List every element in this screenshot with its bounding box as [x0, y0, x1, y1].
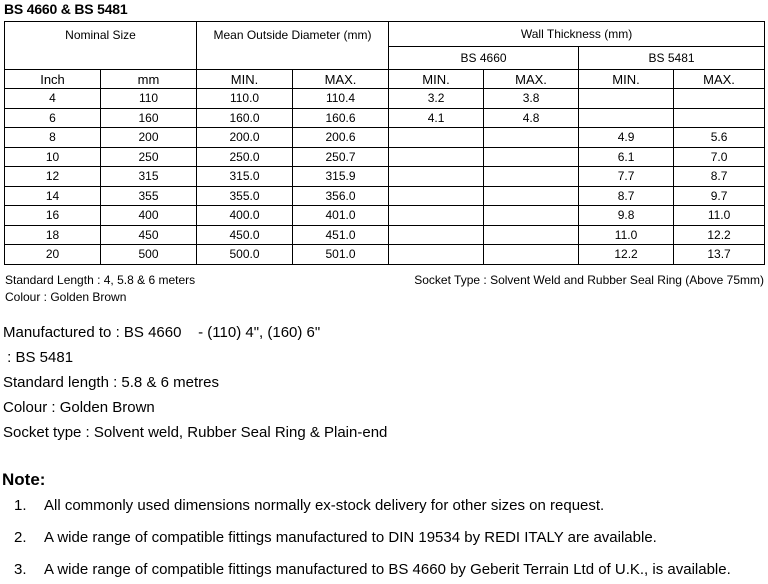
cell-bs4660-min — [389, 167, 484, 187]
cell-bs4660-max — [484, 128, 579, 148]
cell-mm: 250 — [101, 147, 197, 167]
colour-line: Colour : Golden Brown — [3, 399, 155, 416]
table-row — [5, 245, 765, 265]
header-bs5481-min: MIN. — [579, 70, 674, 89]
cell-mm: 160 — [101, 108, 197, 128]
cell-od-max: 250.7 — [293, 147, 389, 167]
header-nominal-size: Nominal Size — [5, 22, 197, 70]
header-bs4660-max: MAX. — [484, 70, 579, 89]
header-inch: Inch — [5, 70, 101, 89]
header-mean-outside-diameter: Mean Outside Diameter (mm) — [197, 22, 389, 70]
cell-mm: 500 — [101, 245, 197, 265]
cell-od-min: 500.0 — [197, 245, 293, 265]
cell-od-min: 160.0 — [197, 108, 293, 128]
cell-bs5481-max: 5.6 — [674, 128, 765, 148]
cell-bs5481-min: 7.7 — [579, 167, 674, 187]
cell-od-max: 160.6 — [293, 108, 389, 128]
cell-mm: 200 — [101, 128, 197, 148]
table-row — [5, 108, 765, 128]
cell-bs5481-max: 11.0 — [674, 206, 765, 226]
cell-bs4660-min — [389, 245, 484, 265]
cell-bs5481-min: 11.0 — [579, 225, 674, 245]
header-bs5481: BS 5481 — [579, 47, 765, 70]
table-row — [5, 186, 765, 206]
note-text: A wide range of compatible fittings manufactured to DIN 19534 by REDI ITALY are available. — [44, 529, 657, 546]
cell-od-min: 200.0 — [197, 128, 293, 148]
header-bs5481-max: MAX. — [674, 70, 765, 89]
cell-bs4660-max — [484, 186, 579, 206]
cell-mm: 355 — [101, 186, 197, 206]
bs5481-line: : BS 5481 — [3, 349, 74, 366]
header-bs4660: BS 4660 — [389, 47, 579, 70]
cell-inch: 14 — [5, 186, 101, 206]
cell-inch: 4 — [5, 89, 101, 109]
cell-bs5481-min: 8.7 — [579, 186, 674, 206]
cell-bs5481-min — [579, 108, 674, 128]
cell-bs4660-min — [389, 225, 484, 245]
cell-od-max: 401.0 — [293, 206, 389, 226]
cell-inch: 20 — [5, 245, 101, 265]
cell-bs4660-min — [389, 147, 484, 167]
cell-bs5481-min: 9.8 — [579, 206, 674, 226]
table-row — [5, 167, 765, 187]
cell-bs4660-max — [484, 225, 579, 245]
standard-length-line: Standard length : 5.8 & 6 metres — [3, 374, 219, 391]
header-mm: mm — [101, 70, 197, 89]
cell-bs5481-max — [674, 89, 765, 109]
cell-inch: 16 — [5, 206, 101, 226]
cell-bs4660-max — [484, 167, 579, 187]
cell-inch: 8 — [5, 128, 101, 148]
cell-mm: 315 — [101, 167, 197, 187]
cell-od-min: 450.0 — [197, 225, 293, 245]
page-title: BS 4660 & BS 5481 — [4, 1, 128, 17]
cell-bs4660-max: 3.8 — [484, 89, 579, 109]
note-text: All commonly used dimensions normally ex-stock delivery for other sizes on request. — [44, 497, 605, 514]
header-wall-thickness: Wall Thickness (mm) — [389, 22, 765, 47]
note-number: 1. — [14, 497, 27, 514]
cell-od-min: 400.0 — [197, 206, 293, 226]
socket-type-line: Socket type : Solvent weld, Rubber Seal Ring & Plain-end — [3, 424, 388, 441]
cell-od-max: 200.6 — [293, 128, 389, 148]
cell-bs5481-min: 4.9 — [579, 128, 674, 148]
table-row — [5, 225, 765, 245]
cell-bs5481-min: 12.2 — [579, 245, 674, 265]
note-number: 2. — [14, 529, 27, 546]
cell-inch: 6 — [5, 108, 101, 128]
cell-bs4660-min — [389, 206, 484, 226]
cell-bs5481-min: 6.1 — [579, 147, 674, 167]
cell-bs4660-min — [389, 128, 484, 148]
cell-od-max: 315.9 — [293, 167, 389, 187]
note-item — [14, 529, 657, 546]
cell-bs5481-max: 7.0 — [674, 147, 765, 167]
note-number: 3. — [14, 561, 27, 578]
cell-bs5481-max — [674, 108, 765, 128]
cell-inch: 10 — [5, 147, 101, 167]
cell-bs5481-min — [579, 89, 674, 109]
cell-mm: 450 — [101, 225, 197, 245]
header-od-min: MIN. — [197, 70, 293, 89]
cell-inch: 12 — [5, 167, 101, 187]
header-od-max: MAX. — [293, 70, 389, 89]
cell-bs5481-max: 9.7 — [674, 186, 765, 206]
cell-od-max: 451.0 — [293, 225, 389, 245]
cell-bs5481-max: 12.2 — [674, 225, 765, 245]
cell-bs5481-max: 13.7 — [674, 245, 765, 265]
table-row — [5, 128, 765, 148]
table-row — [5, 89, 765, 109]
note-item — [14, 561, 731, 578]
manufactured-to-line: Manufactured to : BS 4660 - (110) 4", (160) 6" — [3, 324, 321, 341]
colour-note: Colour : Golden Brown — [5, 290, 127, 304]
socket-type-note: Socket Type : Solvent Weld and Rubber Seal Ring (Above 75mm) — [414, 273, 764, 287]
cell-bs5481-max: 8.7 — [674, 167, 765, 187]
table-row — [5, 147, 765, 167]
note-text: A wide range of compatible fittings manufactured to BS 4660 by Geberit Terrain Ltd of U.K., is available. — [44, 561, 731, 578]
cell-bs4660-max — [484, 147, 579, 167]
cell-od-min: 110.0 — [197, 89, 293, 109]
cell-bs4660-max: 4.8 — [484, 108, 579, 128]
cell-bs4660-min: 4.1 — [389, 108, 484, 128]
cell-od-min: 355.0 — [197, 186, 293, 206]
dimension-table — [4, 21, 765, 265]
cell-od-min: 250.0 — [197, 147, 293, 167]
cell-od-max: 356.0 — [293, 186, 389, 206]
cell-mm: 400 — [101, 206, 197, 226]
table-row — [5, 206, 765, 226]
cell-bs4660-max — [484, 245, 579, 265]
cell-mm: 110 — [101, 89, 197, 109]
standard-length-note: Standard Length : 4, 5.8 & 6 meters — [5, 273, 196, 287]
header-bs4660-min: MIN. — [389, 70, 484, 89]
cell-inch: 18 — [5, 225, 101, 245]
note-item — [14, 497, 604, 514]
cell-od-min: 315.0 — [197, 167, 293, 187]
cell-bs4660-max — [484, 206, 579, 226]
cell-bs4660-min: 3.2 — [389, 89, 484, 109]
cell-bs4660-min — [389, 186, 484, 206]
note-title: Note: — [2, 470, 46, 489]
cell-od-max: 501.0 — [293, 245, 389, 265]
cell-od-max: 110.4 — [293, 89, 389, 109]
